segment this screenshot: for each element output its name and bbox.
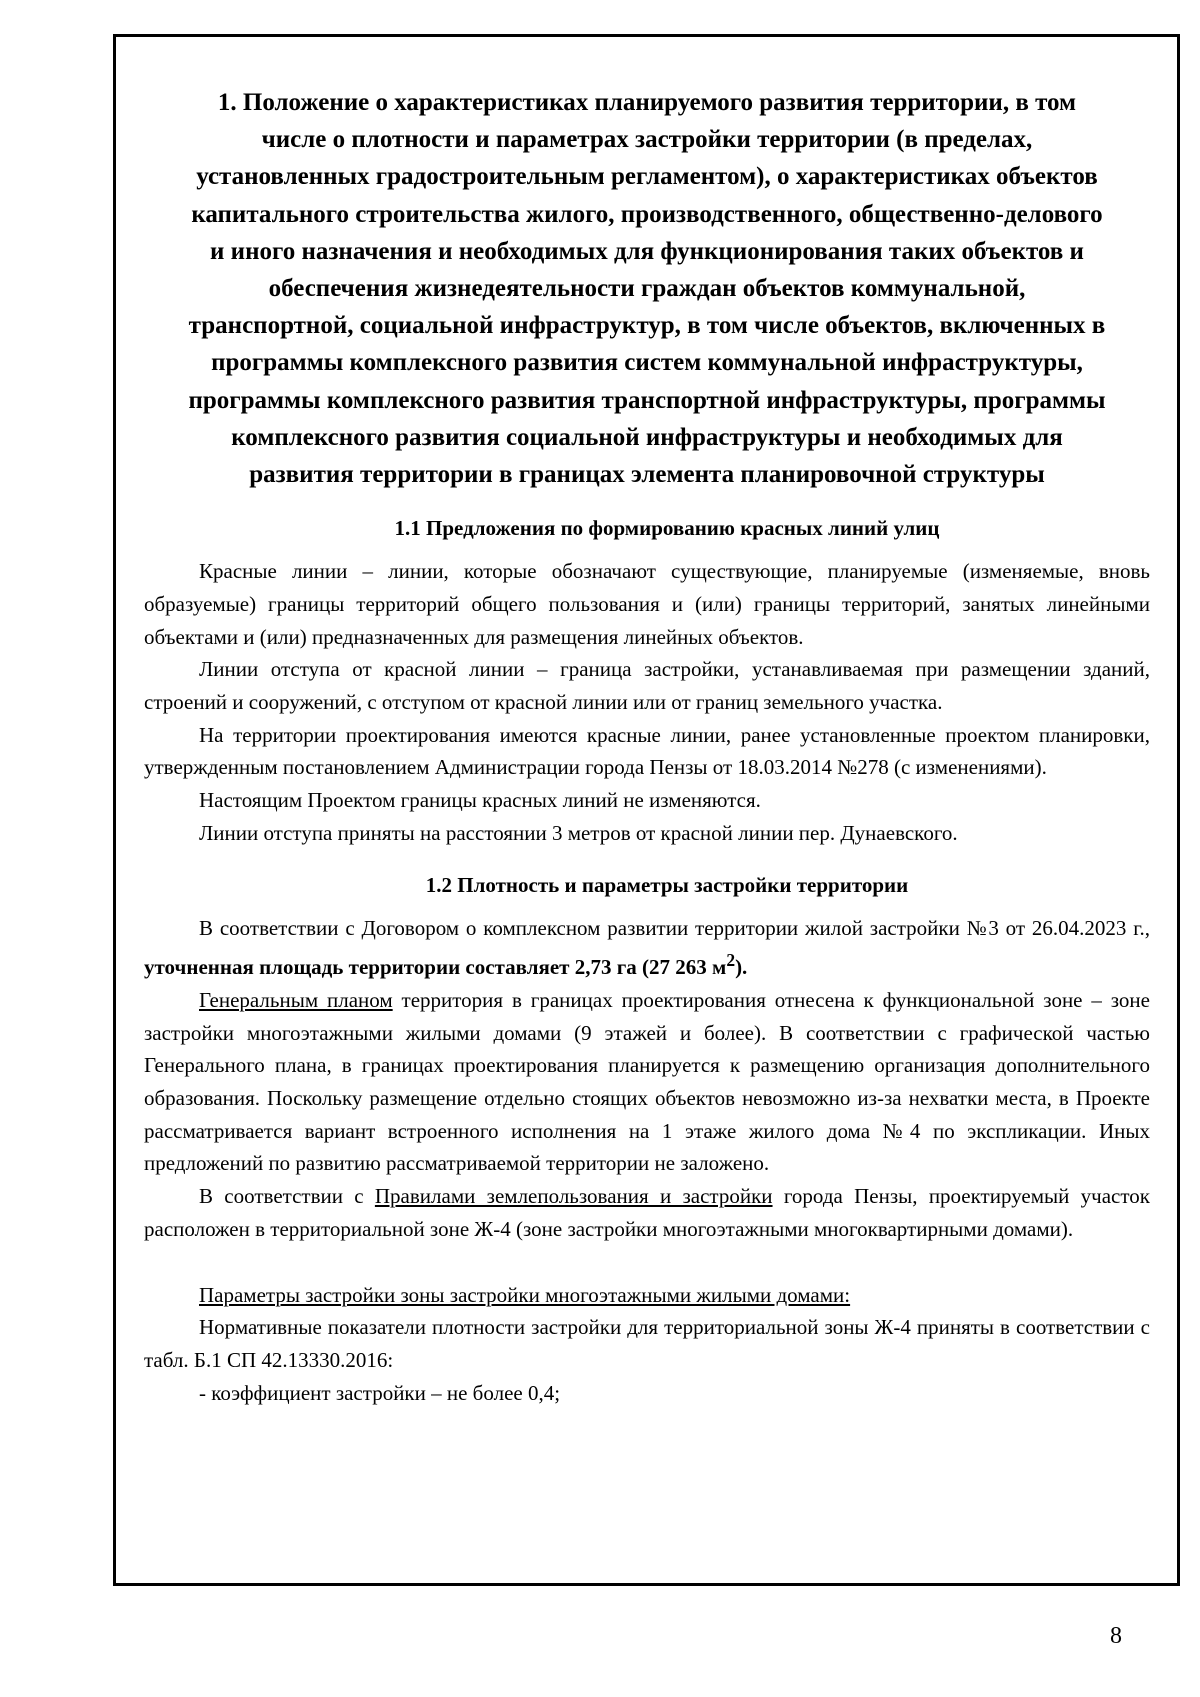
section-heading-1-1: 1.1 Предложения по формированию красных линий улиц — [394, 516, 940, 541]
land-use-rules-link[interactable]: Правилами землепользования и застройки — [374, 1184, 773, 1209]
page-number: 8 — [1110, 1623, 1122, 1649]
paragraph-general-plan — [144, 984, 1150, 1180]
paragraph-red-lines-definition: Красные линии – линии, которые обозначают существующие, планируемые (изменяемые, вновь образуемые) границы территорий общего пользования и (или) границы территорий, занятых линейными объектами и (или) предназначенных для размещения линейных объектов. — [144, 559, 1150, 649]
land-use-text-start: В соответствии с — [199, 1184, 375, 1209]
land-use-text-rest: города Пензы, проектируемый участок расположен в территориальной зоне Ж-4 (зоне застройки многоэтажными многоквартирными домами). — [144, 1184, 1150, 1241]
main-heading: 1. Положение о характеристиках планируемого развития территории, в том числе о плотности и параметрах застройки территории (в пределах, установленных градостроительным регламентом), о характеристиках объектов капитального строительства жилого, производственного, общественно-делового и иного назначения и необходимых для функционирования таких объектов и обеспечения жизнедеятельности граждан объектов коммунальной, транспортной, социальной инфраструктур, в том числе объектов, включенных в программы комплексного развития систем коммунальной инфраструктуры, программы комплексного развития транспортной инфраструктуры, программы комплексного развития социальной инфраструктуры и необходимых для развития территории в границах элемента планировочной структуры — [188, 89, 1106, 489]
paragraph-territory-area — [144, 912, 1150, 984]
paragraph-red-lines-unchanged: Настоящим Проектом границы красных линий не изменяются. — [199, 788, 761, 813]
general-plan-link[interactable]: Генеральным планом — [199, 987, 393, 1012]
paragraph-setback-distance: Линии отступа приняты на расстоянии 3 метров от красной линии пер. Дунаевского. — [199, 820, 958, 845]
paragraph-build-coefficient: - коэффициент застройки – не более 0,4; — [199, 1380, 561, 1405]
params-heading: Параметры застройки зоны застройки многоэтажными жилыми домами: — [199, 1282, 851, 1307]
section-heading-1-2: 1.2 Плотность и параметры застройки территории — [425, 872, 909, 897]
general-plan-text: территория в границах проектирования отнесена к функциональной зоне – зоне застройки многоэтажными жилыми домами (9 этажей и более). В соответствии с графической частью Генерального плана, в границах проектирования планируется к размещению организация дополнительного образования. Поскольку размещение отдельно стоящих объектов невозможно из-за нехватки места, в Проекте рассматривается вариант встроенного исполнения на 1 этаже жилого дома №4 по экспликации. Иных предложений по развитию рассматриваемой территории не заложено. — [144, 987, 1150, 1176]
paragraph-density-norms: Нормативные показатели плотности застройки для территориальной зоны Ж-4 приняты в соответствии с табл. Б.1 СП 42.13330.2016: — [144, 1315, 1150, 1372]
paragraph-setback-lines-definition: Линии отступа от красной линии – граница застройки, устанавливаемая при размещении зданий, строений и сооружений, с отступом от красной линии или от границ земельного участка. — [144, 657, 1150, 715]
area-text-bold: уточненная площадь территории составляет 2,73 га (27 263 $м^2$). — [144, 950, 748, 980]
paragraph-land-use-rules — [144, 1180, 1150, 1245]
area-text-start: В соответствии с Договором о комплексном развитии территории жилой застройки №3 от 26.04.2023 г., — [199, 915, 1150, 940]
document-body — [144, 84, 1150, 1409]
area-superscript: 2 — [726, 950, 736, 971]
paragraph-existing-red-lines: На территории проектирования имеются красные линии, ранее установленные проектом планировки, утвержденным постановлением Администрации города Пензы от 18.03.2014 №278 (с изменениями). — [144, 722, 1150, 780]
